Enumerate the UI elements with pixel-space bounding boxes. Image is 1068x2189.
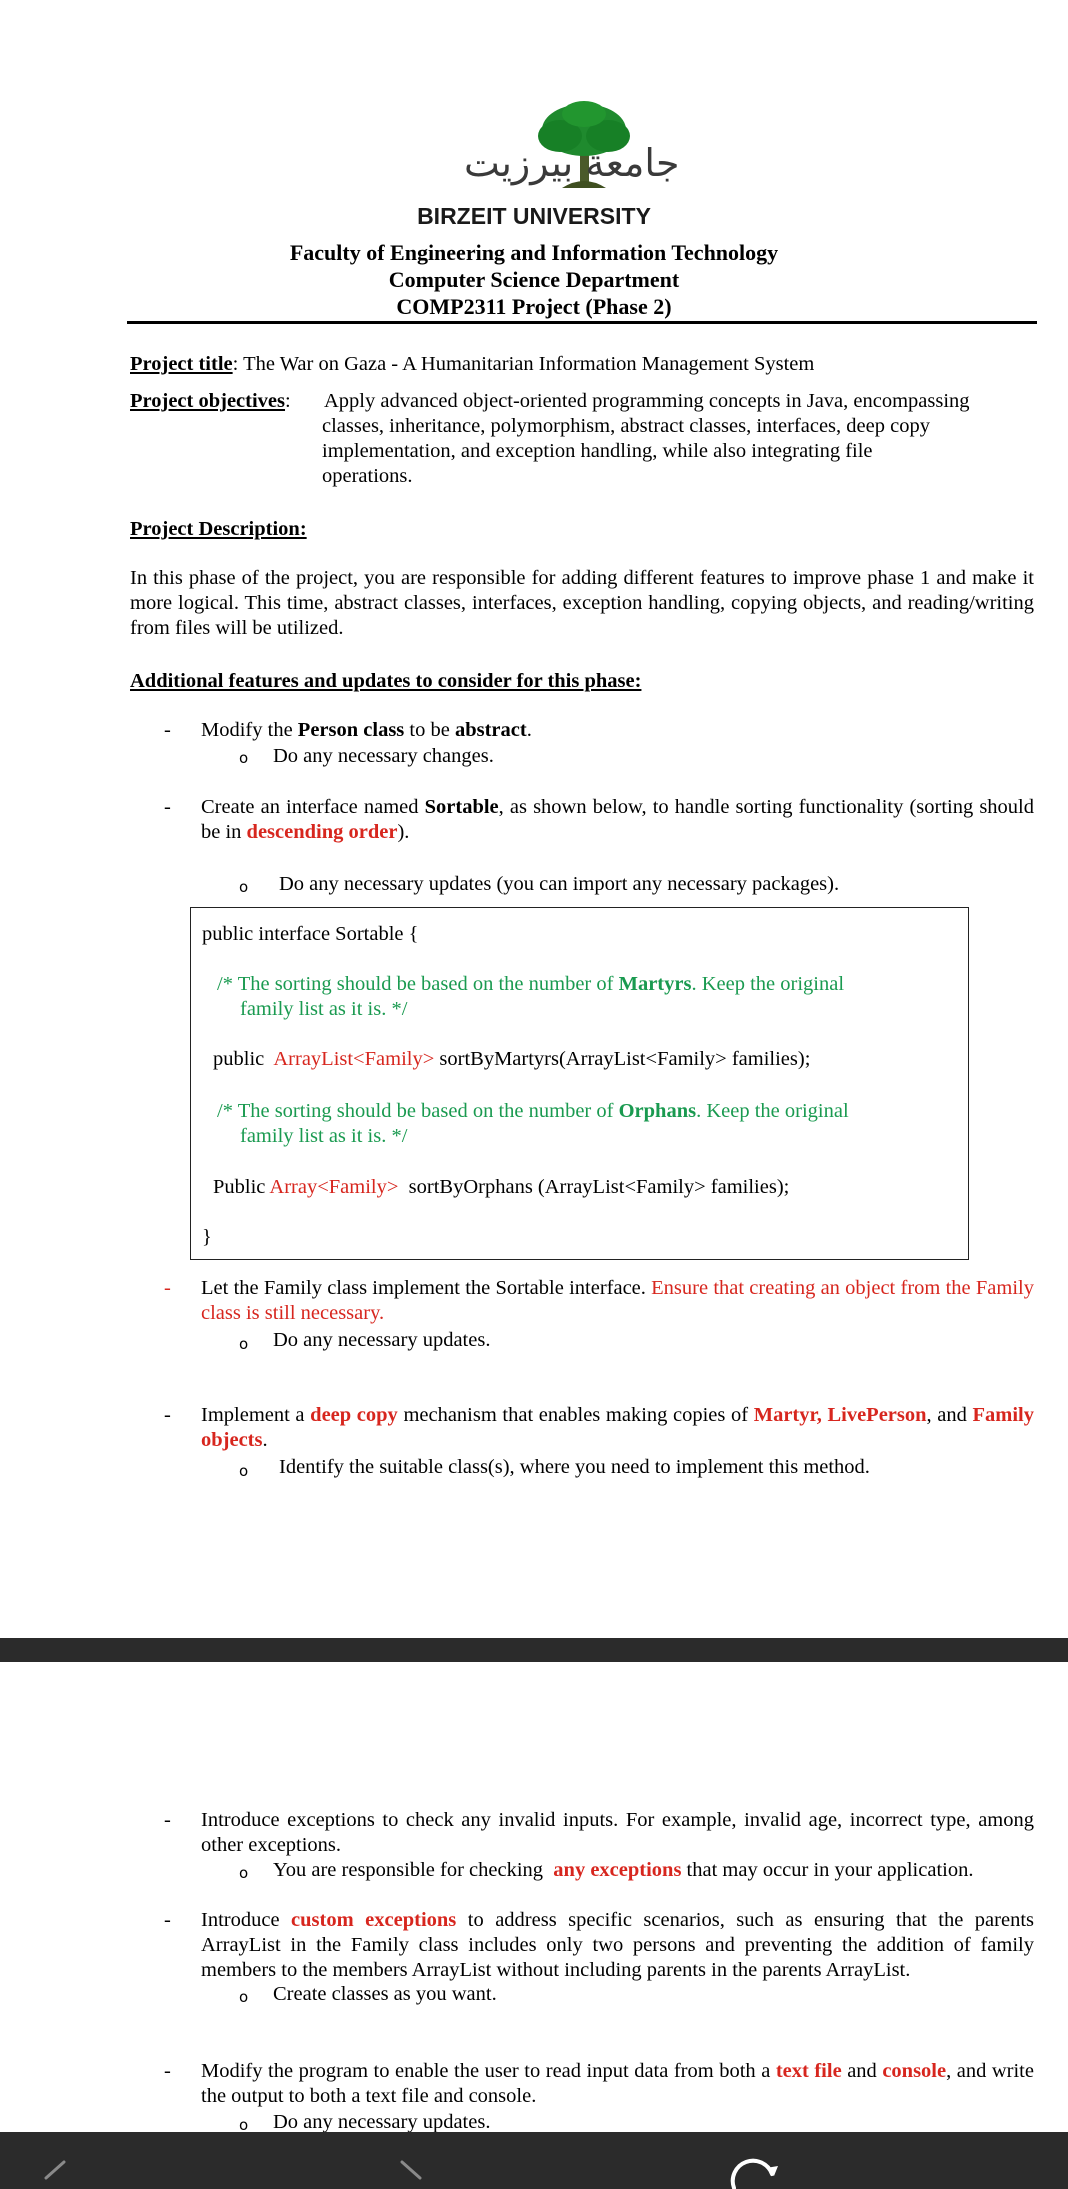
text-run: sortByOrphans (ArrayList<Family> families); <box>398 1176 790 1198</box>
document-page-2 <box>0 1662 1068 2132</box>
list-item-exceptions: Introduce exceptions to check any invalid inputs. For example, invalid age, incorrect type, among other exceptions. <box>201 1809 1034 1856</box>
sub-item: Identify the suitable class(s), where you need to implement this method. <box>279 1456 870 1478</box>
university-name: BIRZEIT UNIVERSITY <box>417 203 651 229</box>
logo-arabic-text: جامعة بيرزيت <box>464 141 680 185</box>
text-run: and <box>841 2060 883 2082</box>
birzeit-logo <box>438 100 730 210</box>
header-divider <box>127 321 1037 324</box>
project-title-value: : The War on Gaza - A Humanitarian Information Management System <box>232 353 815 375</box>
text-run: , as shown below, to handle sorting functionality (sorting should be in <box>201 796 1034 843</box>
rotate-icon[interactable] <box>724 2150 784 2189</box>
circle-bullet: o <box>239 1462 249 1480</box>
text-run: You are responsible for checking <box>273 1859 554 1881</box>
text-run: public <box>213 1048 274 1070</box>
text-run: Martyr, LivePerson <box>753 1404 927 1426</box>
text-run: /* The sorting should be based on the number of <box>217 1100 619 1122</box>
code-comment: family list as it is. */ <box>240 998 408 1020</box>
text-run: Implement a <box>201 1404 311 1426</box>
sub-item <box>273 1858 973 1883</box>
text-run: . Keep the original <box>696 1100 849 1122</box>
sub-item: Do any necessary updates. <box>273 1329 491 1351</box>
text-run: descending order <box>246 821 398 843</box>
circle-bullet: o <box>239 749 249 767</box>
forward-chevron-icon[interactable] <box>396 2160 426 2189</box>
dash-bullet: - <box>164 796 171 818</box>
sub-item: Create classes as you want. <box>273 1983 497 2005</box>
dash-bullet: - <box>164 2060 171 2082</box>
project-objectives-label-row <box>130 389 291 414</box>
code-comment: family list as it is. */ <box>240 1125 408 1147</box>
text-run: . Keep the original <box>691 973 845 995</box>
text-run: Introduce <box>201 1909 292 1931</box>
code-method-signature <box>213 1047 810 1072</box>
features-heading: Additional features and updates to consider for this phase: <box>130 670 642 692</box>
circle-bullet: o <box>239 2116 249 2132</box>
text-run: text file <box>775 2060 842 2082</box>
text-run: Orphans <box>618 1100 697 1122</box>
text-run: sortByMartyrs(ArrayList<Family> families); <box>434 1048 811 1070</box>
text-run: custom exceptions <box>291 1909 457 1931</box>
text-run: . <box>526 719 532 741</box>
text-run: Create an interface named <box>201 796 425 818</box>
text-run: console <box>882 2060 947 2082</box>
list-item-deep-copy <box>201 1403 1034 1453</box>
text-run: , and write the output to both a text file and console. <box>201 2060 1034 2107</box>
code-method-signature <box>213 1175 789 1200</box>
circle-bullet: o <box>239 1864 249 1882</box>
objectives-line-3: implementation, and exception handling, while also integrating file <box>322 440 873 462</box>
faculty-title: Faculty of Engineering and Information Technology <box>289 240 779 265</box>
text-run: Family objects <box>201 1404 1035 1451</box>
objectives-line-2: classes, inheritance, polymorphism, abstract classes, interfaces, deep copy <box>322 415 930 437</box>
text-run: Array<Family> <box>269 1176 399 1198</box>
text-run: Public <box>213 1176 270 1198</box>
project-title <box>130 352 814 377</box>
list-item-sortable <box>201 795 1034 845</box>
department-title: Computer Science Department <box>388 267 680 292</box>
project-objectives-label: Project objectives <box>130 390 286 412</box>
text-run: ArrayList<Family> <box>273 1048 435 1070</box>
sub-item: Do any necessary updates. <box>273 2111 491 2132</box>
text-run: Person class <box>297 719 405 741</box>
code-comment <box>217 972 844 997</box>
code-comment <box>217 1099 849 1124</box>
text-run: Ensure that creating an object from the Family class is still necessary. <box>201 1277 1034 1324</box>
circle-bullet: o <box>239 1335 249 1353</box>
list-item-family-implements <box>201 1276 1034 1326</box>
text-run: Modify the program to enable the user to read input data from both a <box>201 2060 776 2082</box>
project-objectives-colon: : <box>285 390 291 412</box>
text-run: abstract <box>454 719 527 741</box>
dash-bullet: - <box>164 1277 171 1299</box>
text-run: mechanism that enables making copies of <box>397 1404 754 1426</box>
text-run: deep copy <box>310 1404 398 1426</box>
list-item-custom-exceptions <box>201 1908 1034 1983</box>
text-run: any exceptions <box>553 1859 682 1881</box>
list-item-person-abstract <box>201 718 1034 743</box>
project-title-label: Project title <box>130 353 233 375</box>
text-run: Martyrs <box>618 973 692 995</box>
objectives-line-4: operations. <box>322 465 413 487</box>
text-run: that may occur in your application. <box>681 1859 974 1881</box>
text-run: Sortable <box>424 796 499 818</box>
bottom-navigation-bar <box>0 2132 1068 2189</box>
text-run: to be <box>404 719 455 741</box>
text-run: to address specific scenarios, such as ensuring that the parents ArrayList in the Family class includes only two persons and preventing the addition of family members to the members ArrayList without including parents in the parents ArrayList. <box>201 1909 1035 1981</box>
back-chevron-icon[interactable] <box>40 2160 70 2189</box>
page-separator <box>0 1638 1068 1662</box>
dash-bullet: - <box>164 1909 171 1931</box>
text-run: . <box>262 1429 268 1451</box>
text-run: /* The sorting should be based on the number of <box>217 973 619 995</box>
sub-item: Do any necessary changes. <box>273 745 494 767</box>
dash-bullet: - <box>164 719 171 741</box>
list-item-file-io <box>201 2059 1034 2109</box>
description-heading: Project Description: <box>130 518 307 540</box>
code-box <box>190 907 969 1260</box>
objectives-line-1: Apply advanced object-oriented programming concepts in Java, encompassing <box>324 390 970 412</box>
sub-item: Do any necessary updates (you can import any necessary packages). <box>279 873 840 895</box>
course-title: COMP2311 Project (Phase 2) <box>396 294 672 319</box>
code-line: public interface Sortable { <box>202 923 419 945</box>
text-run: Modify the <box>201 719 298 741</box>
dash-bullet: - <box>164 1809 171 1831</box>
description-text: In this phase of the project, you are responsible for adding different features to improve phase 1 and make it more logical. This time, abstract classes, interfaces, exception handling, copying objects, and reading/writing from files will be utilized. <box>130 567 1034 639</box>
circle-bullet: o <box>239 1988 249 2006</box>
code-line: } <box>202 1226 212 1248</box>
circle-bullet: o <box>239 878 249 896</box>
text-run: , and <box>926 1404 973 1426</box>
dash-bullet: - <box>164 1404 171 1426</box>
text-run: Let the Family class implement the Sortable interface. <box>201 1277 652 1299</box>
text-run: ). <box>397 821 410 843</box>
